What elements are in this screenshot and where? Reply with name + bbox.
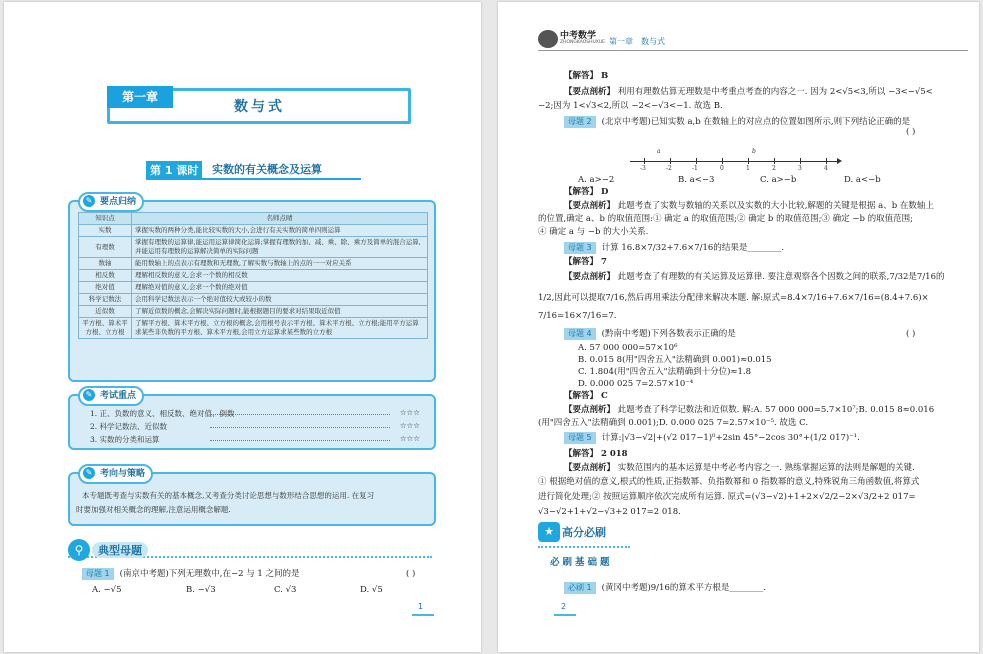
answer-4: 【解答】 C xyxy=(564,391,608,401)
table-row: 相反数 理解相反数的意义,会求一个数的相反数 xyxy=(79,270,428,282)
tick-label: -2 xyxy=(666,165,672,172)
chevron-down-icon xyxy=(554,606,576,616)
arrow-right-icon xyxy=(837,158,842,164)
answer-2: 【解答】 D xyxy=(564,187,609,197)
analysis-3: 【要点剖析】 此题考查了有理数的有关运算及运算律. 要注意观察各个因数之间的联系,7/32是7/16的 xyxy=(564,272,945,282)
tick xyxy=(644,158,645,164)
tick xyxy=(800,158,801,164)
analysis-1: 【要点剖析】 利用有理数估算无理数是中考重点考查的内容之一. 因为 2<√5<3,所以 −3<−√5< xyxy=(564,87,933,97)
option-a: A. 57 000 000=57×10⁶ xyxy=(578,343,678,353)
sub-heading: 必刷基础题 xyxy=(550,557,613,568)
chevron-down-icon xyxy=(412,606,434,616)
chapter-tab: 第一章 xyxy=(107,86,173,108)
option-c: C. a>−b xyxy=(760,175,797,185)
question-1: 母题 1 (南京中考题)下列无理数中,在−2 与 1 之间的是 xyxy=(82,568,300,580)
logo-icon xyxy=(538,30,558,48)
header-subtitle: ZHONGKAOSHUXUE xyxy=(560,40,606,45)
magnifier-icon: ⚲ xyxy=(68,539,90,561)
tick xyxy=(670,158,671,164)
typical-heading: 典型母题 xyxy=(92,542,148,558)
analysis-5-cont: 进行简化处理;② 按照运算顺序依次完成所有运算. 原式=(√3−√2)+1+2×√2/2−2×√3/2+2 017= xyxy=(538,492,916,502)
lesson-tag: 第 1 课时 xyxy=(146,161,202,179)
analysis-2-cont: ④ 确定 a 与 −b 的大小关系. xyxy=(538,227,649,237)
tick xyxy=(774,158,775,164)
option-d: D. a<−b xyxy=(844,175,881,185)
right-page xyxy=(498,2,979,652)
column-header: 知识点 xyxy=(79,213,132,225)
option-a: A. a>−2 xyxy=(578,175,615,185)
tick xyxy=(826,158,827,164)
option-b: B. −√3 xyxy=(186,585,216,595)
exam-focus-item: 3. 实数的分类和运算 ☆☆☆ xyxy=(90,434,420,444)
table-header-row xyxy=(79,213,428,225)
strategy-panel xyxy=(68,468,436,526)
number-line xyxy=(630,148,842,176)
point-b-label: b xyxy=(752,148,756,155)
lesson-title: 实数的有关概念及运算 xyxy=(212,163,322,176)
key-points-heading: ✎ 要点归纳 xyxy=(78,192,144,212)
tick-label: 2 xyxy=(772,165,776,172)
option-d: D. 0.000 025 7=2.57×10⁻⁴ xyxy=(578,379,694,389)
strategy-text: 本专题既考查与实数有关的基本概念,又考查分类讨论思想与数形结合思想的运用. 在复习 xyxy=(82,491,375,500)
tick-label: 4 xyxy=(824,165,828,172)
option-a: A. −√5 xyxy=(92,585,122,595)
lesson-underline xyxy=(146,178,361,180)
analysis-3-cont: 1/2,因此可以提取7/16,然后再用乘法分配律来解决本题. 解:原式=8.4×7/16+7.6×7/16=(8.4+7.6)× xyxy=(538,293,929,303)
answer-5: 【解答】 2 018 xyxy=(564,449,628,459)
tick xyxy=(748,158,749,164)
number-line-axis xyxy=(630,161,838,162)
analysis-2-cont: 的位置,确定 a、b 的取值范围:① 确定 a 的取值范围;② 确定 b 的取值范围;③ 确定 −b 的取值范围; xyxy=(538,214,913,224)
point-a-label: a xyxy=(657,148,661,155)
tick-label: -1 xyxy=(692,165,698,172)
tick xyxy=(696,158,697,164)
book-icon: ✎ xyxy=(83,389,95,401)
table-row: 近似数 了解近似数的概念,会解决实际问题时,能根据题目的要求对结果取近似值 xyxy=(79,306,428,318)
answer-3: 【解答】 7 xyxy=(564,257,607,267)
option-c: C. 1.804(用"四舍五入"法精确到十分位)≈1.8 xyxy=(578,367,752,377)
page-number: 1 xyxy=(418,602,424,611)
analysis-2: 【要点剖析】 此题考查了实数与数轴的关系以及实数的大小比较,解题的关键是根据 a、b 在数轴上 xyxy=(564,201,934,211)
question-3: 母题 3 计算 16.8×7/32+7.6×7/16的结果是________. xyxy=(564,242,784,254)
header-title: 中考数学 xyxy=(560,31,597,41)
analysis-3-cont: 7/16=16×7/16=7. xyxy=(538,311,617,321)
tick-label: 0 xyxy=(720,165,724,172)
exam-focus-heading: ✎ 考试重点 xyxy=(78,386,144,406)
option-d: D. √5 xyxy=(360,585,383,595)
column-header: 名师点晴 xyxy=(132,213,428,225)
question-4: 母题 4 (黔南中考题)下列各数表示正确的是 xyxy=(564,328,736,340)
analysis-4-cont: (用"四舍五入"法精确到 0.001);D. 0.000 025 7=2.57×10⁻⁵. 故选 C. xyxy=(538,418,809,428)
table-row: 实数 掌握实数的两种分类,能比较实数的大小,会进行有关实数的简单四则运算 xyxy=(79,225,428,237)
practice-question-1: 必刷 1 (黄冈中考题)9/16的算术平方根是________. xyxy=(564,582,766,594)
option-b: B. 0.015 8(用"四舍五入"法精确到 0.001)≈0.015 xyxy=(578,355,772,365)
option-b: B. a<−3 xyxy=(678,175,715,185)
table-row: 有理数 掌握有理数的运算律,能运用运算律简化运算;掌握有理数的加、减、乘、除、乘方及简单的混合运算,并能运用有理数的运算解决简单的实际问题 xyxy=(79,237,428,258)
book-icon: ✎ xyxy=(83,195,95,207)
answer-paren: ( ) xyxy=(906,127,916,137)
analysis-5-cont: ① 根据绝对值的意义,根式的性质,正指数幂、负指数幂和 0 指数幂的意义,特殊锐角三角函数值,将算式 xyxy=(538,477,920,487)
analysis-1-cont: −2;因为 1<√3<2,所以 −2<−√3<−1. 故选 B. xyxy=(538,101,723,111)
key-points-table xyxy=(78,212,428,339)
tick xyxy=(722,158,723,164)
strategy-heading: ✎ 考向与策略 xyxy=(78,464,153,484)
table-row: 数轴 能用数轴上的点表示有理数和无理数,了解实数与数轴上的点的一一对应关系 xyxy=(79,258,428,270)
question-tag: 母题 1 xyxy=(82,568,114,580)
answer-1: 【解答】 B xyxy=(564,71,609,81)
page-number: 2 xyxy=(561,602,567,611)
exam-focus-item: 2. 科学记数法、近似数 ☆☆☆ xyxy=(90,421,420,431)
tick-label: 1 xyxy=(746,165,750,172)
header-chapter: 第一章 数与式 xyxy=(609,37,665,46)
thumbs-up-icon: ★ xyxy=(538,522,560,542)
question-5: 母题 5 计算:|√3−√2|+(√2 017−1)⁰+2sin 45°−2cos 30°+(1/2 017)⁻¹. xyxy=(564,432,860,444)
analysis-4: 【要点剖析】 此题考查了科学记数法和近似数. 解:A. 57 000 000=5.7×10⁷;B. 0.015 8≈0.016 xyxy=(564,405,935,415)
analysis-5-cont: √3−√2+1+√2−√3+2 017=2 018. xyxy=(538,507,681,517)
question-2: 母题 2 (北京中考题)已知实数 a,b 在数轴上的对应点的位置如图所示,则下列结论正确的是 xyxy=(564,116,910,128)
section-divider xyxy=(538,546,630,548)
exam-focus-panel xyxy=(68,390,436,450)
left-page xyxy=(4,2,481,652)
table-row: 平方根、算术平方根、立方根 了解平方根、算术平方根、立方根的概念,会用根号表示平方根、算术平方根、立方根;能用平方运算求某些非负数的平方根、算术平方根,会用立方运算求某些数的立方根 xyxy=(79,318,428,339)
table-row: 科学记数法 会用科学记数法表示一个绝对值较大或较小的数 xyxy=(79,294,428,306)
table-row: 绝对值 理解绝对值的意义,会求一个数的绝对值 xyxy=(79,282,428,294)
answer-paren: ( ) xyxy=(406,569,416,579)
option-c: C. √3 xyxy=(274,585,297,595)
exam-focus-item: 1. 正、负数的意义、相反数、绝对值、倒数 ☆☆☆ xyxy=(90,408,420,418)
chapter-title: 数与式 xyxy=(234,99,285,115)
section-heading: 高分必刷 xyxy=(562,526,606,539)
strategy-text: 时要加强对相关概念的理解,注意运用概念解题. xyxy=(76,505,231,514)
book-icon: ✎ xyxy=(83,467,95,479)
answer-paren: ( ) xyxy=(906,329,916,339)
tick-label: 3 xyxy=(798,165,802,172)
key-points-panel xyxy=(68,196,436,382)
tick-label: -3 xyxy=(640,165,646,172)
analysis-5: 【要点剖析】 实数范围内的基本运算是中考必考内容之一. 熟练掌握运算的法则是解题的关键. xyxy=(564,463,915,473)
